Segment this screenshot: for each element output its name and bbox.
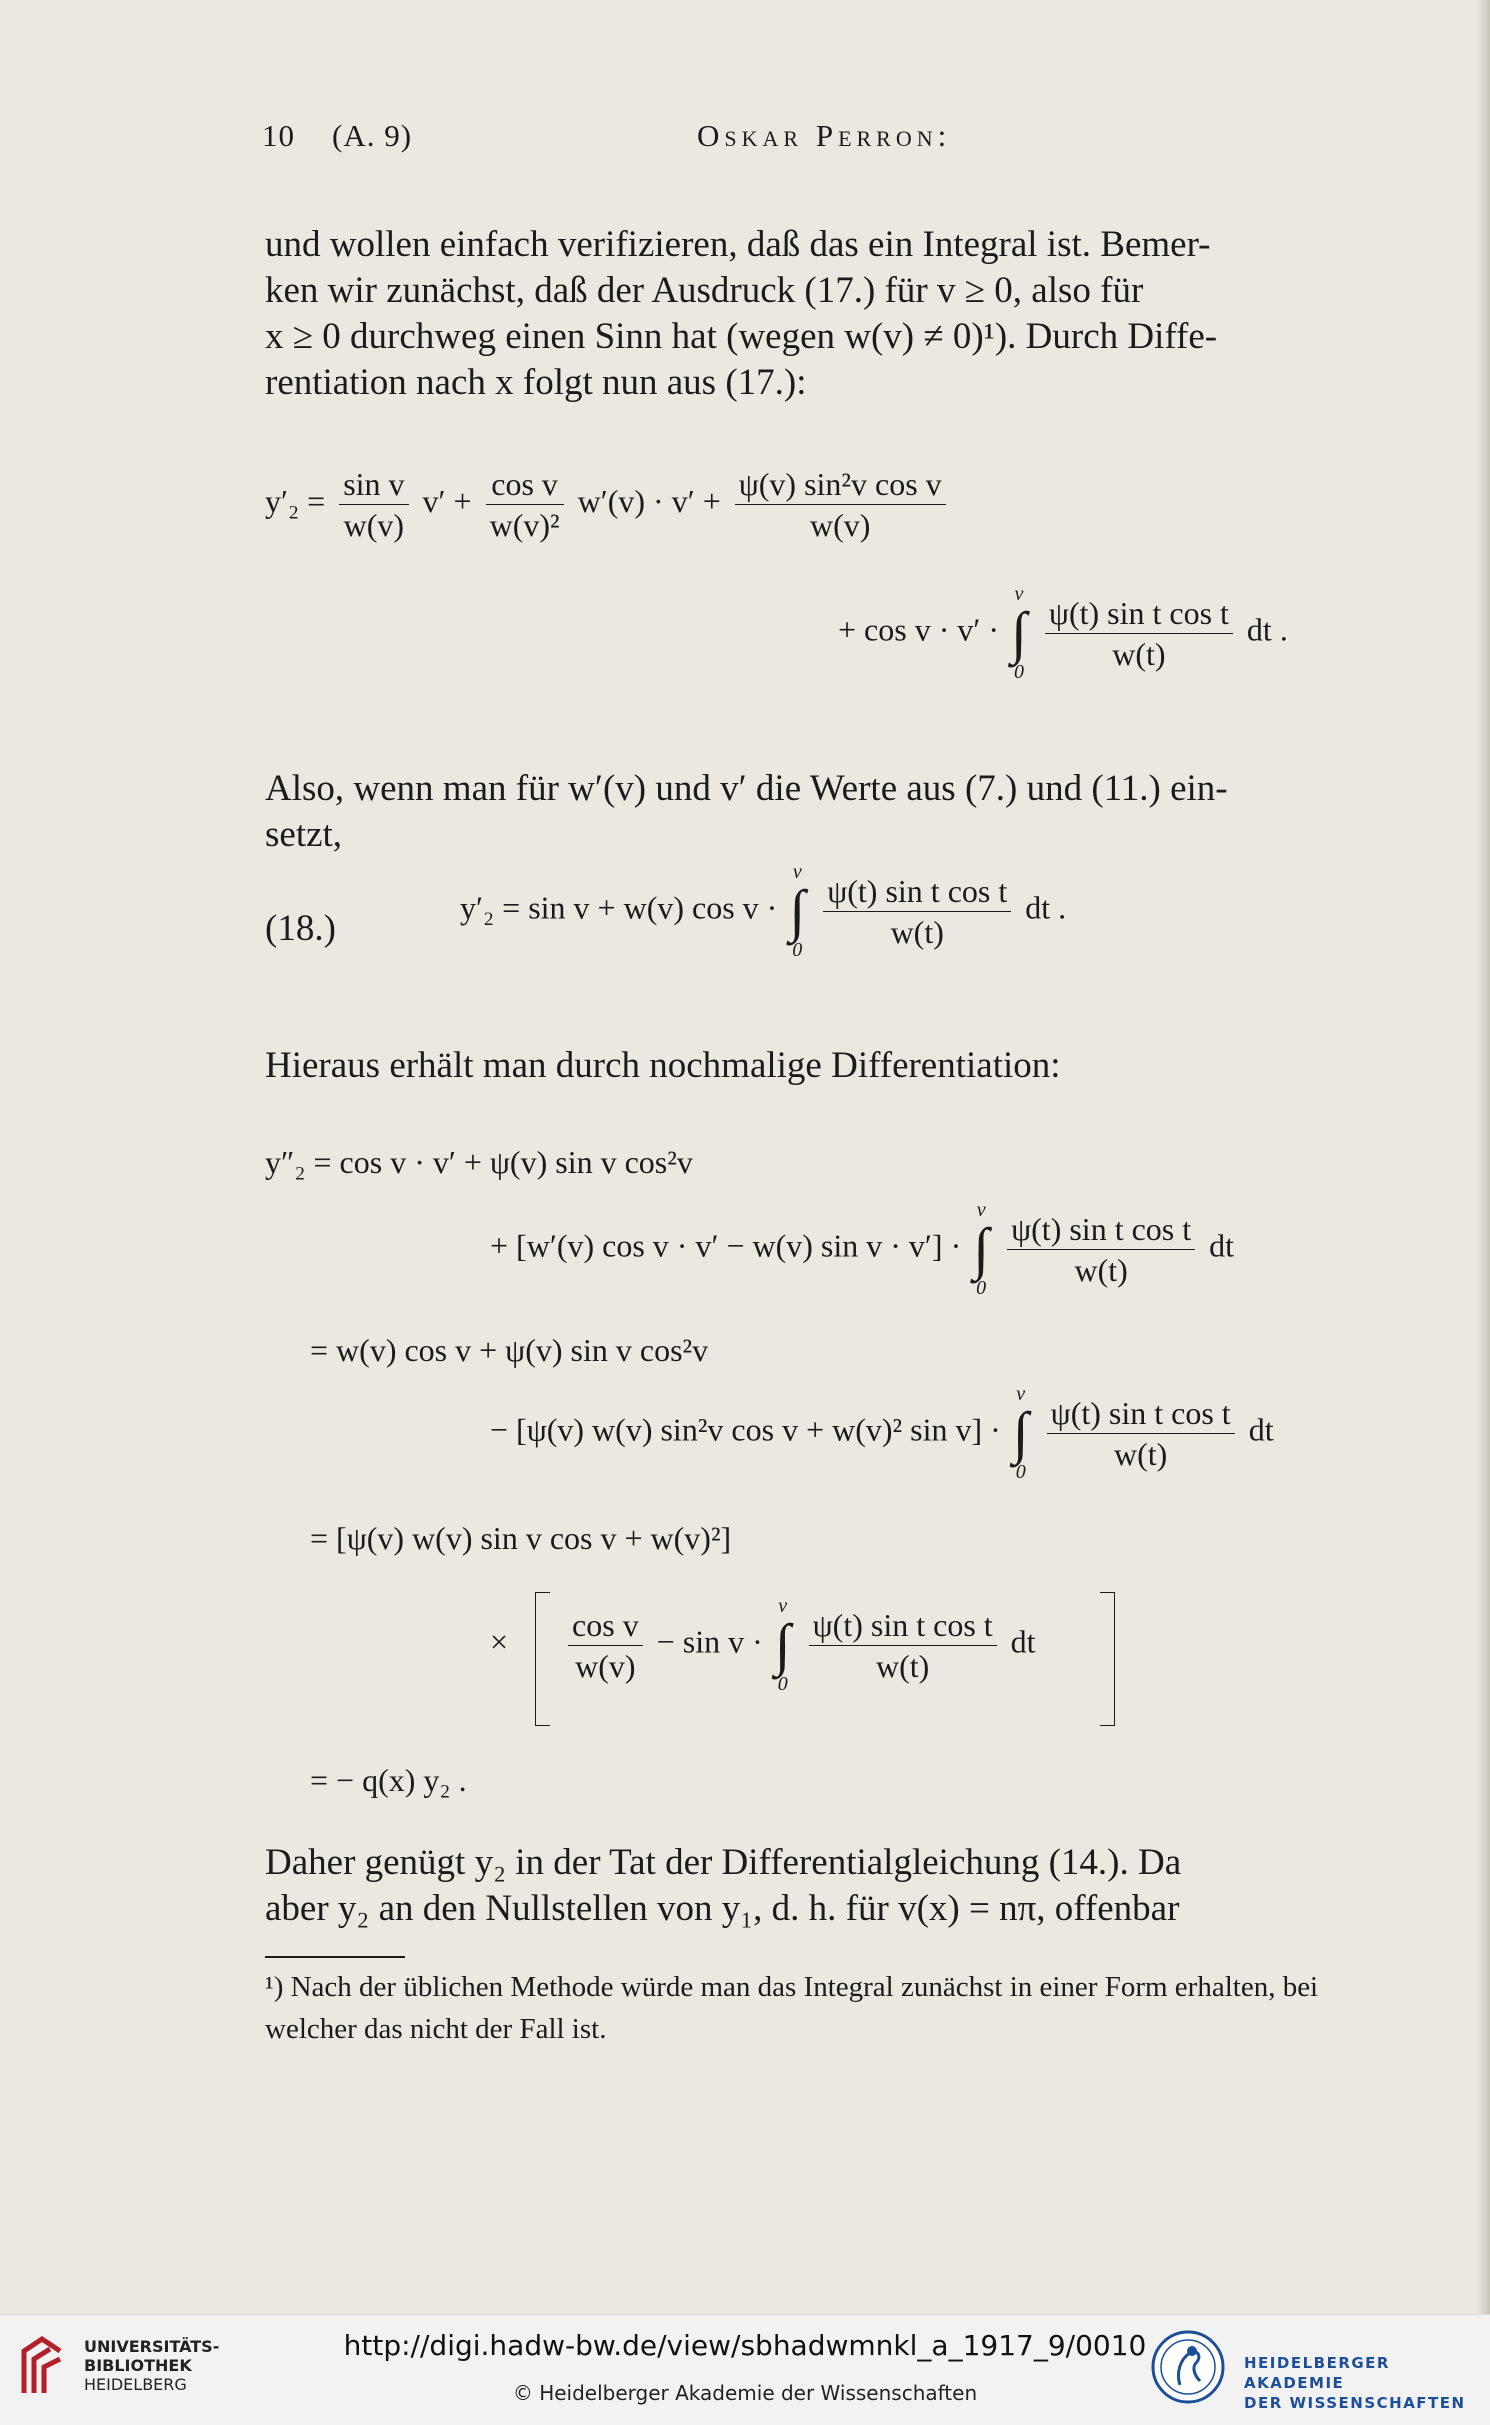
frac-den: w(t) bbox=[1114, 1435, 1168, 1472]
frac-num: ψ(t) sin t cos t bbox=[1007, 1213, 1195, 1250]
ub-line: UNIVERSITÄTS- bbox=[84, 2337, 220, 2356]
lower-limit: 0 bbox=[1015, 1461, 1026, 1483]
eq-term: − sin v · bbox=[656, 1623, 763, 1660]
text-line: rentiation nach x folgt nun aus (17.): bbox=[265, 362, 807, 403]
page-number: 10 bbox=[262, 118, 295, 153]
eq-term: dt bbox=[1209, 1227, 1235, 1264]
integral-sign bbox=[789, 862, 805, 960]
fraction bbox=[1047, 1394, 1235, 1472]
frac-num: ψ(t) sin t cos t bbox=[809, 1609, 997, 1646]
eq-term: dt bbox=[1248, 1411, 1274, 1448]
frac-den: w(t) bbox=[1112, 635, 1166, 672]
eq-term: dt . bbox=[1025, 889, 1067, 926]
equation-line: = [ψ(v) w(v) sin v cos v + w(v)²] bbox=[310, 1520, 732, 1556]
upper-limit: v bbox=[1014, 583, 1024, 605]
frac-den: w(v) bbox=[575, 1647, 636, 1684]
upper-limit: v bbox=[1016, 1383, 1026, 1405]
frac-num: ψ(t) sin t cos t bbox=[1045, 597, 1233, 634]
frac-num: cos v bbox=[486, 468, 564, 505]
fraction bbox=[735, 468, 946, 541]
right-bracket bbox=[1100, 1592, 1115, 1726]
equation-bracket-line bbox=[490, 1596, 1036, 1694]
running-header bbox=[262, 118, 1370, 158]
integral-sign bbox=[973, 1200, 989, 1298]
text-line: x ≥ 0 durchweg einen Sinn hat (wegen w(v) ≠ 0)¹). Durch Diffe- bbox=[265, 316, 1218, 357]
frac-den: w(t) bbox=[890, 913, 944, 950]
integral-sign bbox=[1011, 584, 1027, 682]
lower-limit: 0 bbox=[976, 1277, 987, 1299]
times-sign: × bbox=[490, 1623, 509, 1660]
upper-limit: v bbox=[976, 1199, 986, 1221]
fraction bbox=[1045, 594, 1233, 672]
text-line: und wollen einfach verifizieren, daß das ein Integral ist. Bemer- bbox=[265, 224, 1211, 265]
text-line: Daher genügt y₂ in der Tat der Differentialgleichung (14.). Da bbox=[265, 1842, 1182, 1883]
text-line: Also, wenn man für w′(v) und v′ die Werte aus (7.) und (11.) ein- bbox=[265, 768, 1228, 809]
fraction bbox=[823, 872, 1011, 950]
fraction bbox=[1007, 1210, 1195, 1288]
viewer-footer bbox=[0, 2314, 1490, 2425]
fraction bbox=[486, 468, 564, 541]
fraction bbox=[339, 468, 408, 541]
academy-seal-icon bbox=[1150, 2329, 1226, 2405]
upper-limit: v bbox=[778, 1595, 788, 1617]
ub-line: HEIDELBERG bbox=[84, 2375, 187, 2394]
lower-limit: 0 bbox=[777, 1673, 788, 1695]
frac-num: cos v bbox=[568, 1609, 643, 1646]
footnote: ¹) Nach der üblichen Methode würde man das Integral zunächst in einer Form erhalten, bei welcher das nicht der Fall ist. bbox=[265, 1971, 1319, 2045]
equation-integral-line bbox=[490, 1200, 1234, 1298]
document-url-link[interactable]: http://digi.hadw-bw.de/view/sbhadwmnkl_a_1917_9/0010 bbox=[343, 2329, 1147, 2362]
copyright-notice: © Heidelberger Akademie der Wissenschaften bbox=[512, 2381, 978, 2405]
eq-term: v′ + bbox=[422, 482, 472, 519]
integral-symbol: ∫ bbox=[1011, 600, 1027, 665]
integral-sign bbox=[775, 1596, 791, 1694]
haw-line: HEIDELBERGER AKADEMIE bbox=[1244, 2354, 1390, 2392]
text-line: setzt, bbox=[265, 814, 343, 855]
running-head: Oskar Perron: bbox=[697, 118, 952, 153]
text-line: Hieraus erhält man durch nochmalige Differentiation: bbox=[265, 1045, 1061, 1086]
integral-symbol: ∫ bbox=[1012, 1400, 1029, 1465]
frac-num: sin v bbox=[339, 468, 408, 505]
integral-symbol: ∫ bbox=[789, 878, 806, 943]
frac-den: w(t) bbox=[1074, 1251, 1128, 1288]
equation-line: = − q(x) y₂ . bbox=[310, 1762, 467, 1798]
frac-den: w(v)² bbox=[489, 507, 560, 543]
equation-y2second: y″₂ = cos v · v′ + ψ(v) sin v cos²v bbox=[265, 1144, 693, 1180]
integral-symbol: ∫ bbox=[973, 1216, 990, 1281]
frac-num: ψ(t) sin t cos t bbox=[1047, 1397, 1235, 1434]
integral-symbol: ∫ bbox=[774, 1612, 791, 1677]
eq-lhs: y′₂ = bbox=[265, 482, 326, 519]
eq-term: dt . bbox=[1246, 611, 1288, 648]
frac-num: ψ(t) sin t cos t bbox=[823, 875, 1011, 912]
eq-term: y′₂ = sin v + w(v) cos v · bbox=[460, 889, 778, 926]
eq-term: dt bbox=[1010, 1623, 1036, 1660]
fraction bbox=[568, 1606, 643, 1684]
text-line: aber y₂ an den Nullstellen von y₁, d. h. für v(x) = nπ, offenbar bbox=[265, 1888, 1180, 1929]
equation-18 bbox=[460, 862, 1066, 960]
integral-sign bbox=[1013, 1384, 1029, 1482]
equation-integral-line bbox=[490, 1384, 1274, 1482]
equation-integral-line bbox=[838, 584, 1288, 682]
equation-number: (18.) bbox=[265, 908, 336, 949]
haw-line: DER WISSENSCHAFTEN bbox=[1244, 2394, 1466, 2412]
frac-den: w(v) bbox=[809, 507, 871, 543]
ub-line: BIBLIOTHEK bbox=[84, 2356, 192, 2375]
footnote-rule bbox=[265, 1956, 405, 1958]
upper-limit: v bbox=[792, 861, 802, 883]
lower-limit: 0 bbox=[792, 939, 803, 961]
eq-term: − [ψ(v) w(v) sin²v cos v + w(v)² sin v] · bbox=[490, 1411, 1001, 1448]
equation-y2prime bbox=[265, 468, 952, 541]
eq-term: w′(v) · v′ + bbox=[577, 482, 721, 519]
frac-num: ψ(v) sin²v cos v bbox=[735, 468, 946, 505]
eq-term: + [w′(v) cos v · v′ − w(v) sin v · v′] · bbox=[490, 1227, 962, 1264]
frac-den: w(t) bbox=[875, 1647, 930, 1684]
academy-name bbox=[1244, 2353, 1490, 2413]
equation-line: = w(v) cos v + ψ(v) sin v cos²v bbox=[310, 1332, 709, 1368]
fraction bbox=[809, 1606, 997, 1684]
frac-den: w(v) bbox=[343, 507, 405, 543]
eq-term: + cos v · v′ · bbox=[838, 611, 1000, 648]
text-line: ken wir zunächst, daß der Ausdruck (17.) für v ≥ 0, also für bbox=[265, 270, 1144, 311]
lower-limit: 0 bbox=[1013, 661, 1024, 683]
header-ref: (A. 9) bbox=[332, 118, 413, 153]
page-spine-shadow bbox=[1476, 0, 1490, 2314]
